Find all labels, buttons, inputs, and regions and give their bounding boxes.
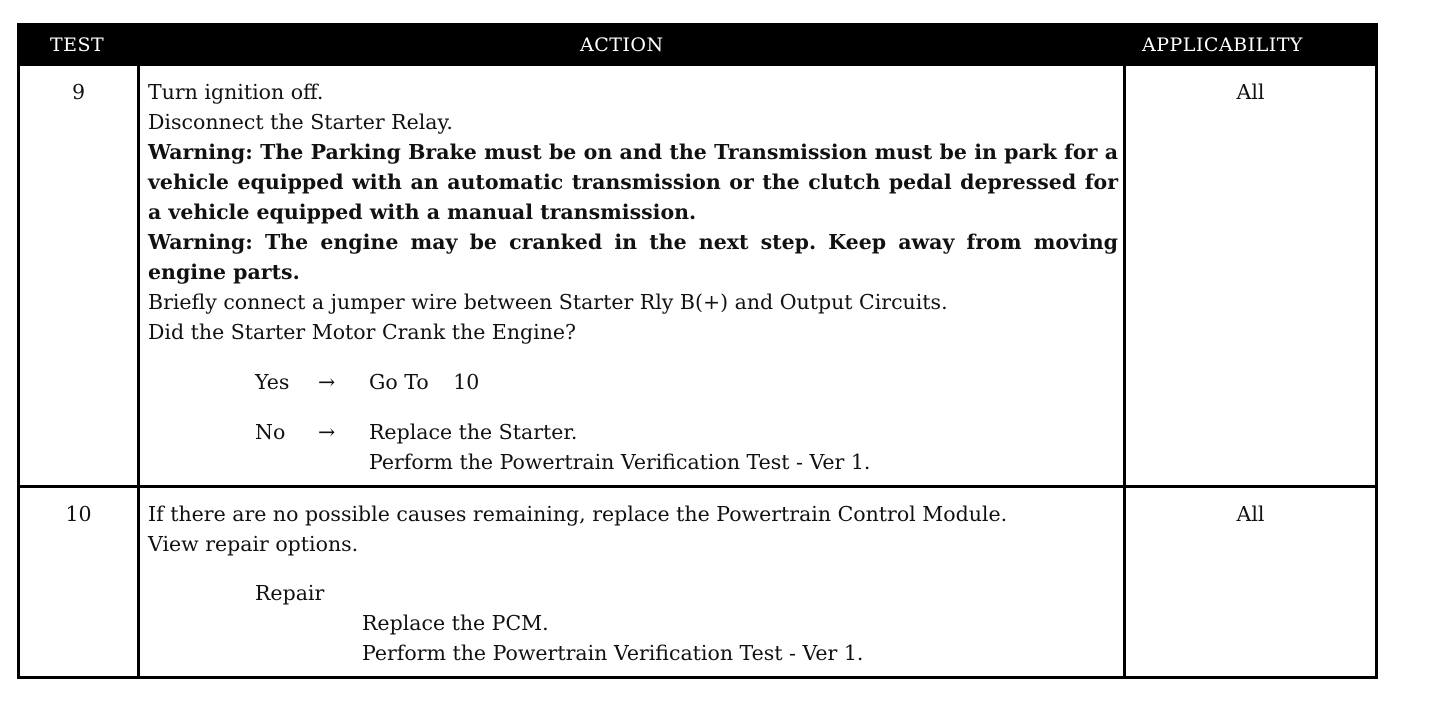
step-line: Turn ignition off. [148, 80, 324, 104]
table-header [20, 26, 1375, 66]
header-applicability: APPLICABILITY [1142, 34, 1303, 56]
no-action-2: Perform the Powertrain Verification Test - Ver 1. [369, 450, 871, 474]
step-line: Briefly connect a jumper wire between Starter Rly B(+) and Output Circuits. [148, 290, 948, 314]
warning-text: Warning: The engine may be cranked in the next step. Keep away from moving engine parts. [148, 230, 1118, 284]
yes-goto [369, 367, 479, 397]
arrow-icon: → [318, 370, 336, 394]
action-text [148, 499, 1118, 559]
test-number: 9 [71, 80, 86, 104]
action-text [148, 77, 1118, 347]
no-label: No [255, 420, 286, 444]
step-line: Did the Starter Motor Crank the Engine? [148, 320, 577, 344]
diagnostic-table [17, 23, 1378, 679]
yes-option [255, 367, 289, 397]
header-test: TEST [50, 34, 105, 56]
step-line: If there are no possible causes remaining, replace the Powertrain Control Module. [148, 502, 1008, 526]
test-number: 10 [65, 502, 92, 526]
step-line: Disconnect the Starter Relay. [148, 110, 453, 134]
applicability-value: All [1236, 80, 1265, 104]
goto-label: Go To [369, 370, 429, 394]
warning-text: Warning: The Parking Brake must be on and the Transmission must be in park for a vehicle equipped with an automatic transmission or the clutch pedal depressed for a vehicle equipped with a manual transmission. [148, 140, 1118, 224]
no-action-1: Replace the Starter. [369, 420, 578, 444]
repair-label: Repair [255, 581, 325, 605]
row-divider [20, 485, 1375, 488]
step-line: View repair options. [148, 532, 359, 556]
goto-link[interactable]: 10 [453, 370, 480, 394]
column-divider-1 [137, 66, 140, 676]
column-divider-2 [1123, 66, 1126, 676]
header-action: ACTION [580, 34, 664, 56]
repair-action-2: Perform the Powertrain Verification Test - Ver 1. [362, 641, 864, 665]
yes-label: Yes [255, 370, 290, 394]
arrow-icon: → [318, 420, 336, 444]
applicability-value: All [1236, 502, 1265, 526]
repair-action-1: Replace the PCM. [362, 611, 549, 635]
